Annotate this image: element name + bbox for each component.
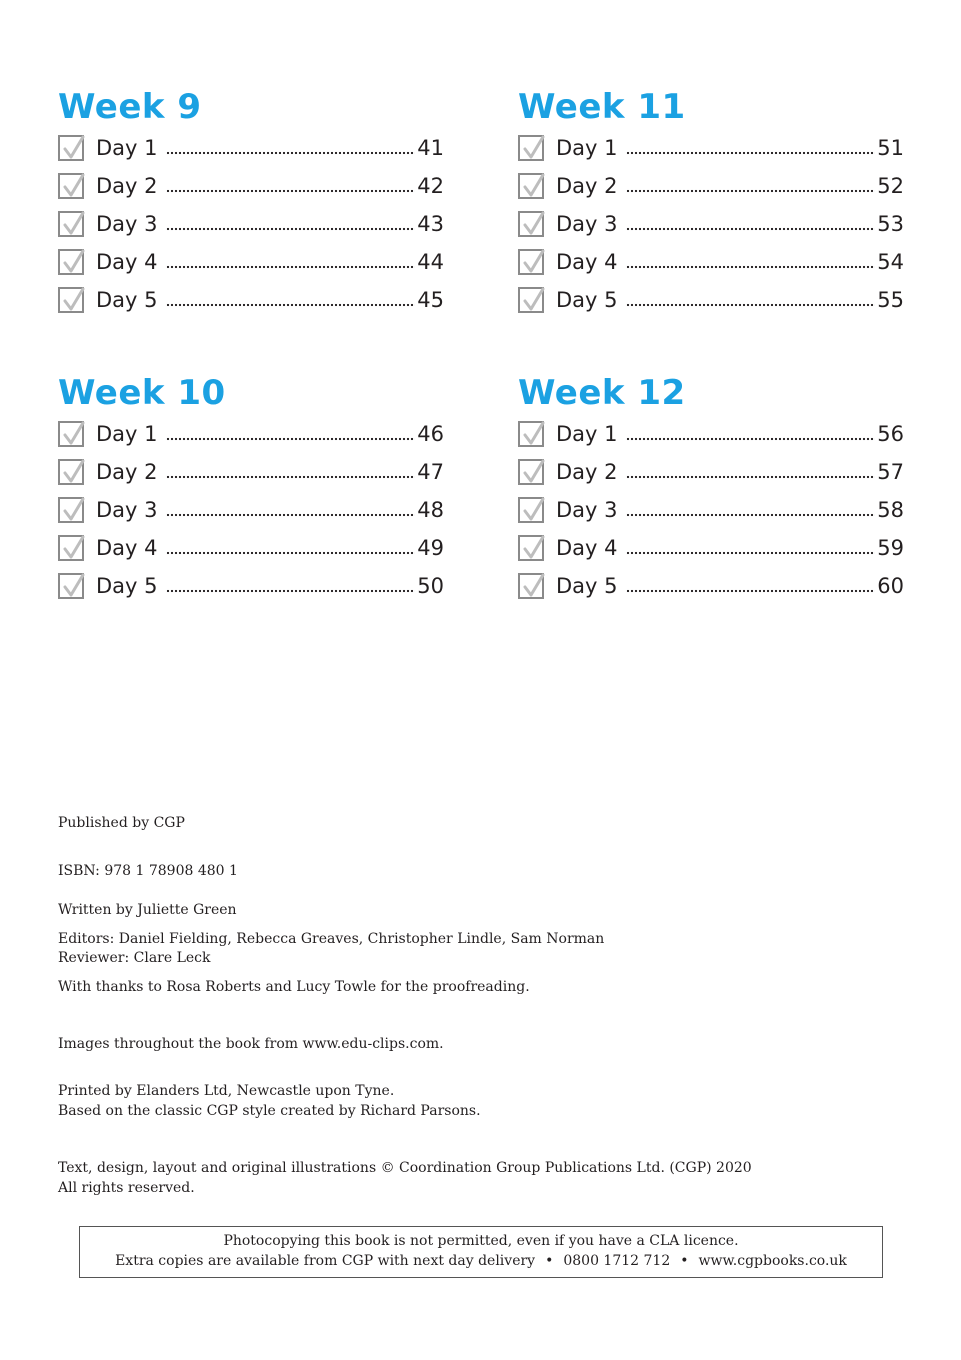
contents-row <box>58 491 444 529</box>
dot-leader <box>626 512 876 518</box>
dot-leader <box>166 264 416 270</box>
week-title: Week 11 <box>518 87 686 127</box>
contents-row <box>58 243 444 281</box>
day-label: Day 3 <box>556 212 618 236</box>
rights-line: All rights reserved. <box>58 1180 195 1196</box>
dot-leader <box>166 588 416 594</box>
contents-row <box>518 567 904 605</box>
dot-leader <box>166 512 416 518</box>
day-label: Day 2 <box>556 174 618 198</box>
checkbox-tick-icon[interactable] <box>58 135 84 161</box>
checkbox-tick-icon[interactable] <box>58 535 84 561</box>
bullet-separator: • <box>680 1253 689 1269</box>
day-label: Day 5 <box>556 288 618 312</box>
checkbox-tick-icon[interactable] <box>58 459 84 485</box>
page-number: 41 <box>417 136 444 160</box>
day-label: Day 3 <box>96 498 158 522</box>
day-label: Day 5 <box>96 288 158 312</box>
checkbox-tick-icon[interactable] <box>518 421 544 447</box>
notice-delivery-text: Extra copies are available from CGP with next day delivery <box>115 1253 536 1269</box>
contents-row <box>518 415 904 453</box>
page-number: 51 <box>877 136 904 160</box>
checkbox-tick-icon[interactable] <box>518 573 544 599</box>
day-label: Day 4 <box>96 250 158 274</box>
page-number: 55 <box>877 288 904 312</box>
contents-row <box>58 167 444 205</box>
week-title: Week 10 <box>58 373 226 413</box>
dot-leader <box>166 436 416 442</box>
checkbox-tick-icon[interactable] <box>58 211 84 237</box>
checkbox-tick-icon[interactable] <box>58 249 84 275</box>
dot-leader <box>626 588 876 594</box>
editors-line: Editors: Daniel Fielding, Rebecca Greaves, Christopher Lindle, Sam Norman <box>58 931 605 947</box>
week-11-section <box>518 87 904 319</box>
contents-row <box>58 529 444 567</box>
dot-leader <box>626 188 876 194</box>
style-credit-line: Based on the classic CGP style created by Richard Parsons. <box>58 1103 481 1119</box>
page-number: 46 <box>417 422 444 446</box>
checkbox-tick-icon[interactable] <box>518 135 544 161</box>
checkbox-tick-icon[interactable] <box>58 497 84 523</box>
copyright-line: Text, design, layout and original illustrations © Coordination Group Publications Ltd. (CGP) 2020 <box>58 1160 752 1176</box>
reviewer-line: Reviewer: Clare Leck <box>58 950 211 966</box>
contents-row <box>518 491 904 529</box>
checkbox-tick-icon[interactable] <box>518 173 544 199</box>
checkbox-tick-icon[interactable] <box>58 287 84 313</box>
dot-leader <box>626 150 876 156</box>
dot-leader <box>166 302 416 308</box>
page-number: 57 <box>877 460 904 484</box>
page-number: 60 <box>877 574 904 598</box>
contents-row <box>518 129 904 167</box>
day-label: Day 1 <box>556 136 618 160</box>
day-label: Day 3 <box>556 498 618 522</box>
page-number: 42 <box>417 174 444 198</box>
notice-line-2 <box>80 1251 882 1271</box>
dot-leader <box>626 550 876 556</box>
page-number: 49 <box>417 536 444 560</box>
day-label: Day 3 <box>96 212 158 236</box>
day-label: Day 2 <box>556 460 618 484</box>
dot-leader <box>166 150 416 156</box>
author-line: Written by Juliette Green <box>58 902 237 918</box>
page-number: 48 <box>417 498 444 522</box>
day-label: Day 1 <box>96 422 158 446</box>
bullet-separator: • <box>545 1253 554 1269</box>
thanks-line: With thanks to Rosa Roberts and Lucy Towle for the proofreading. <box>58 979 530 995</box>
publisher-line: Published by CGP <box>58 815 185 831</box>
page-number: 47 <box>417 460 444 484</box>
contents-row <box>58 415 444 453</box>
checkbox-tick-icon[interactable] <box>518 287 544 313</box>
dot-leader <box>166 188 416 194</box>
dot-leader <box>626 226 876 232</box>
page-number: 58 <box>877 498 904 522</box>
checkbox-tick-icon[interactable] <box>58 173 84 199</box>
contents-row <box>518 243 904 281</box>
day-label: Day 2 <box>96 460 158 484</box>
checkbox-tick-icon[interactable] <box>518 249 544 275</box>
day-label: Day 4 <box>96 536 158 560</box>
day-label: Day 5 <box>556 574 618 598</box>
week-10-section <box>58 373 444 605</box>
isbn-line: ISBN: 978 1 78908 480 1 <box>58 863 238 879</box>
day-label: Day 5 <box>96 574 158 598</box>
contents-row <box>58 129 444 167</box>
week-title: Week 9 <box>58 87 202 127</box>
contents-row <box>58 453 444 491</box>
contents-row <box>518 167 904 205</box>
dot-leader <box>626 436 876 442</box>
week-9-section <box>58 87 444 319</box>
page-number: 54 <box>877 250 904 274</box>
checkbox-tick-icon[interactable] <box>518 535 544 561</box>
page-number: 44 <box>417 250 444 274</box>
page-number: 52 <box>877 174 904 198</box>
page-number: 59 <box>877 536 904 560</box>
checkbox-tick-icon[interactable] <box>518 497 544 523</box>
page-number: 53 <box>877 212 904 236</box>
page-number: 56 <box>877 422 904 446</box>
contents-row <box>518 281 904 319</box>
dot-leader <box>166 550 416 556</box>
notice-website-link[interactable]: www.cgpbooks.co.uk <box>698 1253 847 1269</box>
contents-row <box>518 453 904 491</box>
page-number: 45 <box>417 288 444 312</box>
dot-leader <box>626 302 876 308</box>
printer-line: Printed by Elanders Ltd, Newcastle upon Tyne. <box>58 1083 395 1099</box>
dot-leader <box>626 264 876 270</box>
images-credit-line: Images throughout the book from www.edu-clips.com. <box>58 1036 444 1052</box>
page-number: 50 <box>417 574 444 598</box>
day-label: Day 4 <box>556 250 618 274</box>
checkbox-tick-icon[interactable] <box>58 421 84 447</box>
dot-leader <box>166 474 416 480</box>
week-12-section <box>518 373 904 605</box>
dot-leader <box>166 226 416 232</box>
notice-phone: 0800 1712 712 <box>563 1253 671 1269</box>
contents-row <box>58 205 444 243</box>
week-title: Week 12 <box>518 373 686 413</box>
page-number: 43 <box>417 212 444 236</box>
day-label: Day 1 <box>96 136 158 160</box>
photocopy-notice-box <box>79 1226 883 1278</box>
checkbox-tick-icon[interactable] <box>58 573 84 599</box>
checkbox-tick-icon[interactable] <box>518 459 544 485</box>
notice-line-1: Photocopying this book is not permitted, even if you have a CLA licence. <box>223 1233 739 1249</box>
day-label: Day 4 <box>556 536 618 560</box>
day-label: Day 2 <box>96 174 158 198</box>
contents-row <box>518 529 904 567</box>
dot-leader <box>626 474 876 480</box>
contents-row <box>58 281 444 319</box>
day-label: Day 1 <box>556 422 618 446</box>
checkbox-tick-icon[interactable] <box>518 211 544 237</box>
contents-row <box>518 205 904 243</box>
contents-row <box>58 567 444 605</box>
